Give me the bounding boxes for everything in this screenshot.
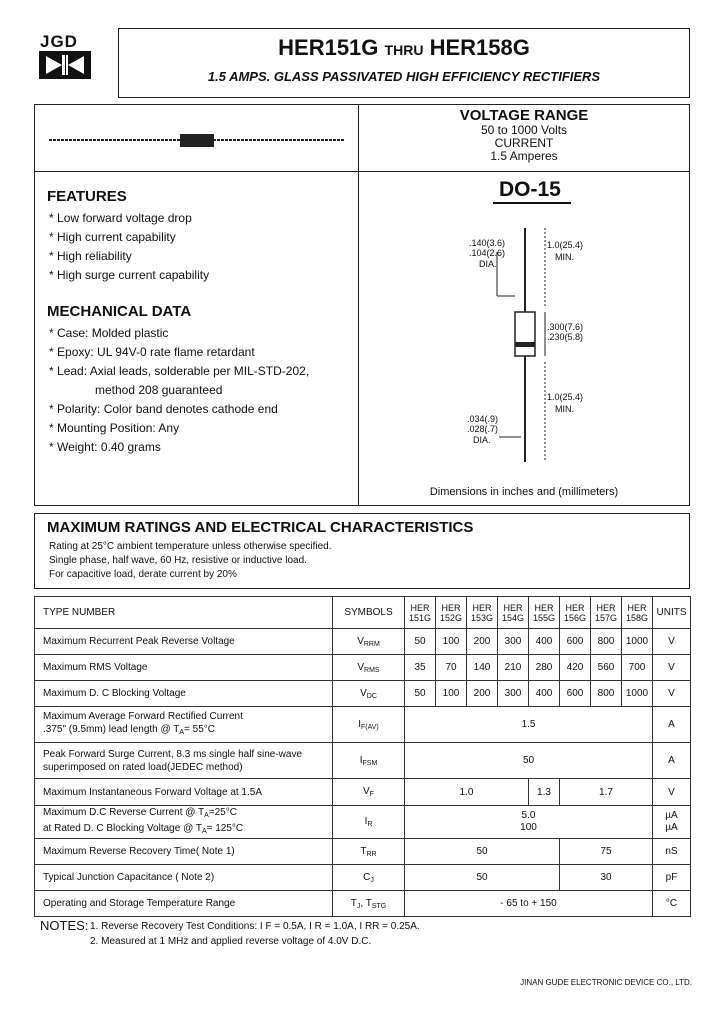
logo-text: JGD bbox=[40, 32, 78, 51]
subscript: J bbox=[370, 876, 374, 884]
diode-image-panel bbox=[34, 104, 359, 172]
title-right: HER158G bbox=[429, 35, 530, 60]
package-name: DO-15 bbox=[499, 178, 561, 201]
row-value: 100 bbox=[436, 681, 467, 707]
table-row bbox=[35, 865, 691, 891]
symbol: V bbox=[360, 687, 367, 699]
row-desc bbox=[35, 707, 333, 743]
symbol: T bbox=[360, 845, 367, 857]
feature-item: * Low forward voltage drop bbox=[49, 211, 192, 225]
dim-dia-label-2: DIA. bbox=[473, 435, 491, 445]
dim-body-1: .300(7.6) bbox=[547, 322, 584, 332]
row-desc: Maximum RMS Voltage bbox=[35, 655, 333, 681]
symbol: I bbox=[359, 754, 363, 766]
subscript: FSM bbox=[362, 759, 378, 767]
row-value: 800 bbox=[591, 681, 622, 707]
table-row bbox=[35, 629, 691, 655]
row-desc: Maximum Instantaneous Forward Voltage at 1.5A bbox=[35, 779, 333, 806]
row-symbol bbox=[333, 655, 405, 681]
ratings-title: MAXIMUM RATINGS AND ELECTRICAL CHARACTERISTICS bbox=[47, 519, 474, 536]
row-symbol bbox=[333, 806, 405, 839]
desc-line: at Rated D. C Blocking Voltage @ T bbox=[43, 823, 202, 834]
title-left: HER151G bbox=[278, 35, 379, 60]
dim-min: MIN. bbox=[555, 252, 574, 262]
model-prefix: HER bbox=[565, 602, 585, 613]
row-value: 400 bbox=[529, 681, 560, 707]
model-header bbox=[529, 597, 560, 629]
dim-wire-2: .028(.7) bbox=[467, 424, 499, 434]
model-code: 151G bbox=[408, 612, 432, 623]
model-prefix: HER bbox=[503, 602, 523, 613]
voltage-range-value: 50 to 1000 Volts bbox=[480, 123, 568, 137]
dim-wire-1: .034(.9) bbox=[467, 414, 499, 424]
row-value: 300 bbox=[498, 629, 529, 655]
row-symbol bbox=[333, 681, 405, 707]
model-code: 158G bbox=[625, 612, 649, 623]
mechanical-text: Case: Molded plastic bbox=[57, 326, 169, 340]
unit-line: µA bbox=[665, 822, 678, 833]
subscript: RR bbox=[366, 850, 377, 858]
desc-line: Maximum Average Forward Rectified Current bbox=[43, 711, 243, 722]
row-unit bbox=[653, 806, 691, 839]
row-value: 50 bbox=[405, 681, 436, 707]
row-value: 200 bbox=[467, 681, 498, 707]
subscript: A bbox=[204, 812, 209, 819]
row-value: 50 bbox=[405, 839, 560, 865]
mechanical-text: Mounting Position: Any bbox=[57, 421, 180, 435]
row-value: - 65 to + 150 bbox=[405, 891, 653, 917]
ratings-table bbox=[34, 596, 690, 917]
note-2: 2. Measured at 1 MHz and applied reverse voltage of 4.0V D.C. bbox=[90, 936, 372, 947]
symbol: , T bbox=[360, 897, 372, 909]
model-header bbox=[498, 597, 529, 629]
type-number-header: TYPE NUMBER bbox=[35, 597, 333, 629]
mechanical-item: * Epoxy: UL 94V-0 rate flame retardant bbox=[49, 345, 255, 359]
model-code: 155G bbox=[532, 612, 556, 623]
row-value: 70 bbox=[436, 655, 467, 681]
current-label: CURRENT bbox=[494, 136, 554, 150]
symbol: T bbox=[350, 897, 357, 909]
ratings-note: Single phase, half wave, 60 Hz, resistive or inductive load. bbox=[49, 555, 307, 566]
feature-text: High current capability bbox=[57, 230, 176, 244]
model-prefix: HER bbox=[627, 602, 647, 613]
desc-line: Maximum D.C Reverse Current @ T bbox=[43, 807, 205, 818]
symbol: V bbox=[357, 661, 365, 673]
row-symbol bbox=[333, 779, 405, 806]
model-header bbox=[622, 597, 653, 629]
row-desc: Maximum Reverse Recovery Time( Note 1) bbox=[35, 839, 333, 865]
row-unit: A bbox=[653, 743, 691, 779]
row-value: 1.7 bbox=[560, 779, 653, 806]
current-value: 1.5 Amperes bbox=[490, 149, 558, 163]
mechanical-text: method 208 guaranteed bbox=[95, 383, 223, 397]
table-row bbox=[35, 891, 691, 917]
model-code: 153G bbox=[470, 612, 494, 623]
ratings-header-box bbox=[34, 513, 690, 589]
voltage-range-title: VOLTAGE RANGE bbox=[459, 107, 589, 124]
row-value: 1.0 bbox=[405, 779, 529, 806]
row-unit: °C bbox=[653, 891, 691, 917]
table-header-row bbox=[35, 597, 691, 629]
row-desc: Operating and Storage Temperature Range bbox=[35, 891, 333, 917]
row-unit: V bbox=[653, 681, 691, 707]
row-value: 50 bbox=[405, 865, 560, 891]
voltage-range-panel bbox=[358, 104, 690, 172]
model-prefix: HER bbox=[472, 602, 492, 613]
table-row bbox=[35, 681, 691, 707]
mechanical-item-cont bbox=[49, 381, 358, 400]
feature-text: Low forward voltage drop bbox=[57, 211, 192, 225]
symbol: V bbox=[357, 635, 364, 647]
row-value: 600 bbox=[560, 681, 591, 707]
row-unit: pF bbox=[653, 865, 691, 891]
feature-text: High surge current capability bbox=[57, 268, 210, 282]
mechanical-item: * Case: Molded plastic bbox=[49, 326, 169, 340]
symbol: C bbox=[363, 871, 371, 883]
value-line: 100 bbox=[520, 822, 537, 833]
notes-label: NOTES: bbox=[40, 918, 89, 933]
mechanical-text: Weight: 0.40 grams bbox=[57, 440, 161, 454]
units-header: UNITS bbox=[653, 597, 691, 629]
axial-diode-icon bbox=[35, 105, 358, 171]
row-desc: Maximum Recurrent Peak Reverse Voltage bbox=[35, 629, 333, 655]
row-value bbox=[405, 806, 653, 839]
table-row bbox=[35, 743, 691, 779]
model-prefix: HER bbox=[534, 602, 554, 613]
model-header bbox=[405, 597, 436, 629]
subscript: STG bbox=[371, 902, 387, 910]
page-title bbox=[119, 35, 689, 61]
symbol: I bbox=[358, 718, 361, 730]
row-value: 700 bbox=[622, 655, 653, 681]
mechanical-text: Polarity: Color band denotes cathode end bbox=[57, 402, 278, 416]
package-drawing-panel bbox=[358, 171, 690, 506]
row-value: 800 bbox=[591, 629, 622, 655]
features-panel bbox=[34, 171, 359, 506]
value-line: 5.0 bbox=[521, 810, 536, 821]
feature-item: * High surge current capability bbox=[49, 268, 210, 282]
row-symbol bbox=[333, 891, 405, 917]
dim-min-2: MIN. bbox=[555, 404, 574, 414]
row-symbol bbox=[333, 629, 405, 655]
symbol: V bbox=[363, 786, 370, 797]
diode-logo-icon bbox=[38, 50, 92, 80]
model-code: 157G bbox=[594, 612, 618, 623]
row-value: 420 bbox=[560, 655, 591, 681]
row-value: 50 bbox=[405, 629, 436, 655]
row-symbol bbox=[333, 707, 405, 743]
row-desc bbox=[35, 806, 333, 839]
dim-lead-dia-1: .140(3.6) bbox=[469, 238, 506, 248]
feature-item: * High reliability bbox=[49, 249, 132, 263]
subscript: RMS bbox=[364, 666, 380, 674]
dimensions-caption: Dimensions in inches and (millimeters) bbox=[429, 486, 619, 498]
row-desc bbox=[35, 743, 333, 779]
row-value: 140 bbox=[467, 655, 498, 681]
row-value: 1000 bbox=[622, 629, 653, 655]
row-value: 400 bbox=[529, 629, 560, 655]
row-desc: Maximum D. C Blocking Voltage bbox=[35, 681, 333, 707]
model-header bbox=[467, 597, 498, 629]
row-value: 1.3 bbox=[529, 779, 560, 806]
model-prefix: HER bbox=[410, 602, 430, 613]
row-unit: nS bbox=[653, 839, 691, 865]
unit-line: µA bbox=[665, 810, 678, 821]
subscript: RRM bbox=[363, 640, 380, 648]
table-row bbox=[35, 707, 691, 743]
voltage-rows bbox=[35, 629, 691, 707]
row-value: 35 bbox=[405, 655, 436, 681]
feature-text: High reliability bbox=[57, 249, 132, 263]
row-value: 560 bbox=[591, 655, 622, 681]
row-symbol bbox=[333, 839, 405, 865]
model-prefix: HER bbox=[441, 602, 461, 613]
model-code: 154G bbox=[501, 612, 525, 623]
model-header bbox=[560, 597, 591, 629]
row-unit: V bbox=[653, 629, 691, 655]
row-value: 50 bbox=[405, 743, 653, 779]
row-value: 210 bbox=[498, 655, 529, 681]
table-row bbox=[35, 779, 691, 806]
model-header bbox=[436, 597, 467, 629]
row-value: 280 bbox=[529, 655, 560, 681]
row-value: 30 bbox=[560, 865, 653, 891]
title-box bbox=[118, 28, 690, 98]
title-thru: THRU bbox=[384, 42, 424, 58]
model-code: 156G bbox=[563, 612, 587, 623]
mechanical-heading: MECHANICAL DATA bbox=[47, 303, 192, 320]
row-value: 100 bbox=[436, 629, 467, 655]
row-value: 1.5 bbox=[405, 707, 653, 743]
desc-line: =25°C bbox=[208, 807, 237, 818]
row-unit: A bbox=[653, 707, 691, 743]
model-prefix: HER bbox=[596, 602, 616, 613]
subscript: F bbox=[369, 791, 374, 798]
mechanical-item: * Polarity: Color band denotes cathode end bbox=[49, 402, 278, 416]
desc-line: superimposed on rated load(JEDEC method) bbox=[43, 761, 243, 773]
dim-dia-label: DIA. bbox=[479, 259, 497, 269]
subscript: A bbox=[179, 729, 185, 736]
subscript: F(AV) bbox=[361, 723, 379, 731]
model-header bbox=[591, 597, 622, 629]
row-symbol bbox=[333, 743, 405, 779]
company-name: JINAN GUDE ELECTRONIC DEVICE CO., LTD. bbox=[520, 978, 692, 987]
row-unit: V bbox=[653, 655, 691, 681]
mechanical-text: Lead: Axial leads, solderable per MIL-STD-202, bbox=[57, 364, 310, 378]
page-subtitle: 1.5 AMPS. GLASS PASSIVATED HIGH EFFICIENCY RECTIFIERS bbox=[207, 69, 601, 84]
mechanical-item: * Weight: 0.40 grams bbox=[49, 440, 161, 454]
dim-body-2: .230(5.8) bbox=[547, 332, 584, 342]
row-value: 75 bbox=[560, 839, 653, 865]
mechanical-text: Epoxy: UL 94V-0 rate flame retardant bbox=[57, 345, 255, 359]
table-row bbox=[35, 839, 691, 865]
mechanical-item: * Mounting Position: Any bbox=[49, 421, 180, 435]
row-value: 200 bbox=[467, 629, 498, 655]
row-desc: Typical Junction Capacitance ( Note 2) bbox=[35, 865, 333, 891]
row-unit: V bbox=[653, 779, 691, 806]
row-symbol bbox=[333, 865, 405, 891]
ratings-note: For capacitive load, derate current by 20% bbox=[49, 569, 237, 580]
features-heading: FEATURES bbox=[47, 188, 127, 205]
desc-line: = 125°C bbox=[206, 823, 244, 834]
row-value: 600 bbox=[560, 629, 591, 655]
model-code: 152G bbox=[439, 612, 463, 623]
row-value: 300 bbox=[498, 681, 529, 707]
desc-line: .375" (9.5mm) lead length @ T bbox=[43, 724, 180, 735]
desc-line: = 55°C bbox=[184, 724, 215, 735]
row-value: 1000 bbox=[622, 681, 653, 707]
ratings-note: Rating at 25°C ambient temperature unless otherwise specified. bbox=[49, 541, 332, 552]
desc-line: Peak Forward Surge Current, 8.3 ms single half sine-wave bbox=[43, 748, 303, 760]
feature-item: * High current capability bbox=[49, 230, 176, 244]
dim-lead-dia-2: .104(2.6) bbox=[469, 248, 506, 258]
dim-len-top: 1.0(25.4) bbox=[547, 240, 584, 250]
table-row bbox=[35, 806, 691, 839]
subscript: A bbox=[201, 828, 207, 835]
subscript: DC bbox=[366, 692, 377, 700]
mechanical-item: * Lead: Axial leads, solderable per MIL-STD-202, bbox=[49, 364, 310, 378]
dim-len-bot: 1.0(25.4) bbox=[547, 392, 584, 402]
subscript: J bbox=[356, 902, 361, 910]
package-outline-drawing bbox=[359, 172, 689, 482]
table-row bbox=[35, 655, 691, 681]
symbols-header: SYMBOLS bbox=[333, 597, 405, 629]
symbol: I bbox=[364, 816, 368, 827]
subscript: R bbox=[367, 821, 373, 828]
note-1: 1. Reverse Recovery Test Conditions: I F = 0.5A, I R = 1.0A, I RR = 0.25A. bbox=[90, 921, 420, 932]
